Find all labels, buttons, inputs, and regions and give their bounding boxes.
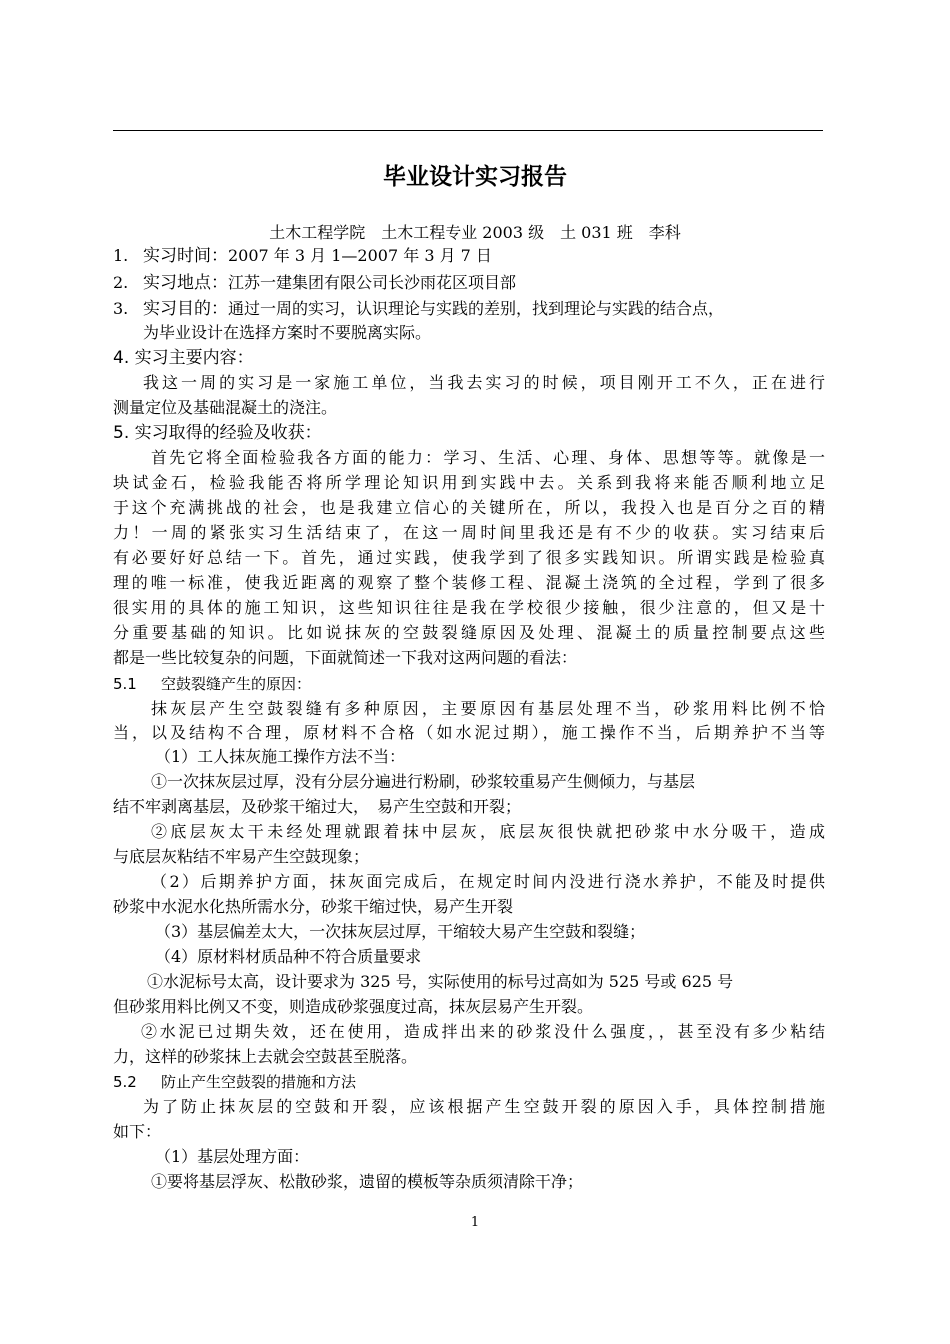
paragraph-line: 块试金石，检验我能否将所学理论知识用到实践中去。关系到我将来能否顺利地立足 <box>113 473 825 492</box>
paragraph-line: 分重要基础的知识。比如说抹灰的空鼓裂缝原因及处理、混凝土的质量控制要点这些 <box>113 623 825 642</box>
paragraph-line: （1）工人抹灰施工操作方法不当： <box>155 747 406 766</box>
section52-heading <box>113 1071 825 1093</box>
item-label: 实习目的： <box>143 299 228 319</box>
paragraph-line: 但砂浆用料比例又不变，则造成砂浆强度过高，抹灰层易产生开裂。 <box>113 997 594 1016</box>
byline: 土木工程学院 土木工程专业 2003 级 土 031 班 李科 <box>269 223 681 242</box>
paragraph-line: ②底层灰太干未经处理就跟着抹中层灰，底层灰很快就把砂浆中水分吸干，造成 <box>151 822 825 841</box>
item-time <box>113 245 825 267</box>
paragraph-line: （4）原材料材质品种不符合质量要求 <box>155 947 422 966</box>
paragraph-line: 很实用的具体的施工知识，这些知识往往是我在学校很少接触，很少注意的，但又是十 <box>113 598 825 617</box>
item-place <box>113 272 825 294</box>
paragraph-line: ①要将基层浮灰、松散砂浆，遗留的模板等杂质须清除干净； <box>151 1172 584 1191</box>
item-text: 通过一周的实习，认识理论与实践的差别，找到理论与实践的结合点， <box>228 299 725 318</box>
item-number: 2. <box>113 273 129 292</box>
page-number: 1 <box>470 1215 480 1230</box>
paragraph-line: 理的唯一标准，使我近距离的观察了整个装修工程、混凝土浇筑的全过程，学到了很多 <box>113 573 825 592</box>
paragraph-line: 抹灰层产生空鼓裂缝有多种原因，主要原因有基层处理不当，砂浆用料比例不恰 <box>151 699 825 718</box>
section51-heading <box>113 673 825 695</box>
paragraph-line: 当，以及结构不合理，原材料不合格（如水泥过期），施工操作不当，后期养护不当等 <box>113 723 825 742</box>
section-number: 5.1 <box>113 675 137 693</box>
section4-heading: 4. 实习主要内容： <box>113 348 254 368</box>
paragraph-line: 都是一些比较复杂的问题，下面就简述一下我对这两问题的看法： <box>113 648 578 667</box>
paragraph-line: 力，这样的砂浆抹上去就会空鼓甚至脱落。 <box>113 1047 418 1066</box>
section-number: 5.2 <box>113 1073 137 1091</box>
section5-heading: 5. 实习取得的经验及收获： <box>113 423 322 443</box>
item-text: 江苏一建集团有限公司长沙雨花区项目部 <box>228 273 517 292</box>
item-label: 实习地点： <box>143 273 228 293</box>
paragraph-line: 测量定位及基础混凝土的浇注。 <box>113 398 338 417</box>
paragraph-line: 砂浆中水泥水化热所需水分，砂浆干缩过快，易产生开裂 <box>113 897 514 916</box>
item-purpose-continued: 为毕业设计在选择方案时不要脱离实际。 <box>143 323 432 342</box>
section-title: 空鼓裂缝产生的原因： <box>161 675 312 693</box>
document-title: 毕业设计实习报告 <box>383 164 567 190</box>
paragraph-line: 结不牢剥离基层，及砂浆干缩过大， 易产生空鼓和开裂； <box>113 797 522 816</box>
paragraph-line: ①一次抹灰层过厚，没有分层分遍进行粉刷，砂浆较重易产生侧倾力，与基层 <box>151 772 696 791</box>
paragraph-line: ①水泥标号太高，设计要求为 325 号，实际使用的标号过高如为 525 号或 625 号 <box>147 972 734 991</box>
paragraph-line: （1）基层处理方面： <box>155 1147 310 1166</box>
paragraph-line: 如下： <box>113 1122 162 1141</box>
paragraph-line: （2）后期养护方面，抹灰面完成后，在规定时间内没进行浇水养护，不能及时提供 <box>151 872 825 891</box>
paragraph-line: 力！一周的紧张实习生活结束了，在这一周时间里我还是有不少的收获。实习结束后 <box>113 523 825 542</box>
section-title: 防止产生空鼓裂的措施和方法 <box>161 1073 357 1091</box>
paragraph-line: 于这个充满挑战的社会，也是我建立信心的关键所在，所以，我投入也是百分之百的精 <box>113 498 825 517</box>
item-text: 2007 年 3 月 1—2007 年 3 月 7 日 <box>228 246 492 265</box>
item-label: 实习时间： <box>143 246 228 266</box>
item-number: 1. <box>113 246 129 265</box>
paragraph-line: 与底层灰粘结不牢易产生空鼓现象； <box>113 847 370 866</box>
item-purpose <box>113 298 825 320</box>
header-rule <box>113 130 823 131</box>
paragraph-line: ②水泥已过期失效，还在使用，造成拌出来的砂浆没什么强度，，甚至没有多少粘结 <box>141 1022 825 1041</box>
item-number: 3. <box>113 299 129 318</box>
paragraph-line: （3）基层偏差太大，一次抹灰层过厚，干缩较大易产生空鼓和裂缝； <box>155 922 646 941</box>
paragraph-line: 我这一周的实习是一家施工单位，当我去实习的时候，项目刚开工不久，正在进行 <box>143 373 825 392</box>
paragraph-line: 为了防止抹灰层的空鼓和开裂，应该根据产生空鼓开裂的原因入手，具体控制措施 <box>143 1097 825 1116</box>
paragraph-line: 有必要好好总结一下。首先，通过实践，使我学到了很多实践知识。所谓实践是检验真 <box>113 548 825 567</box>
paragraph-line: 首先它将全面检验我各方面的能力：学习、生活、心理、身体、思想等等。就像是一 <box>151 448 825 467</box>
